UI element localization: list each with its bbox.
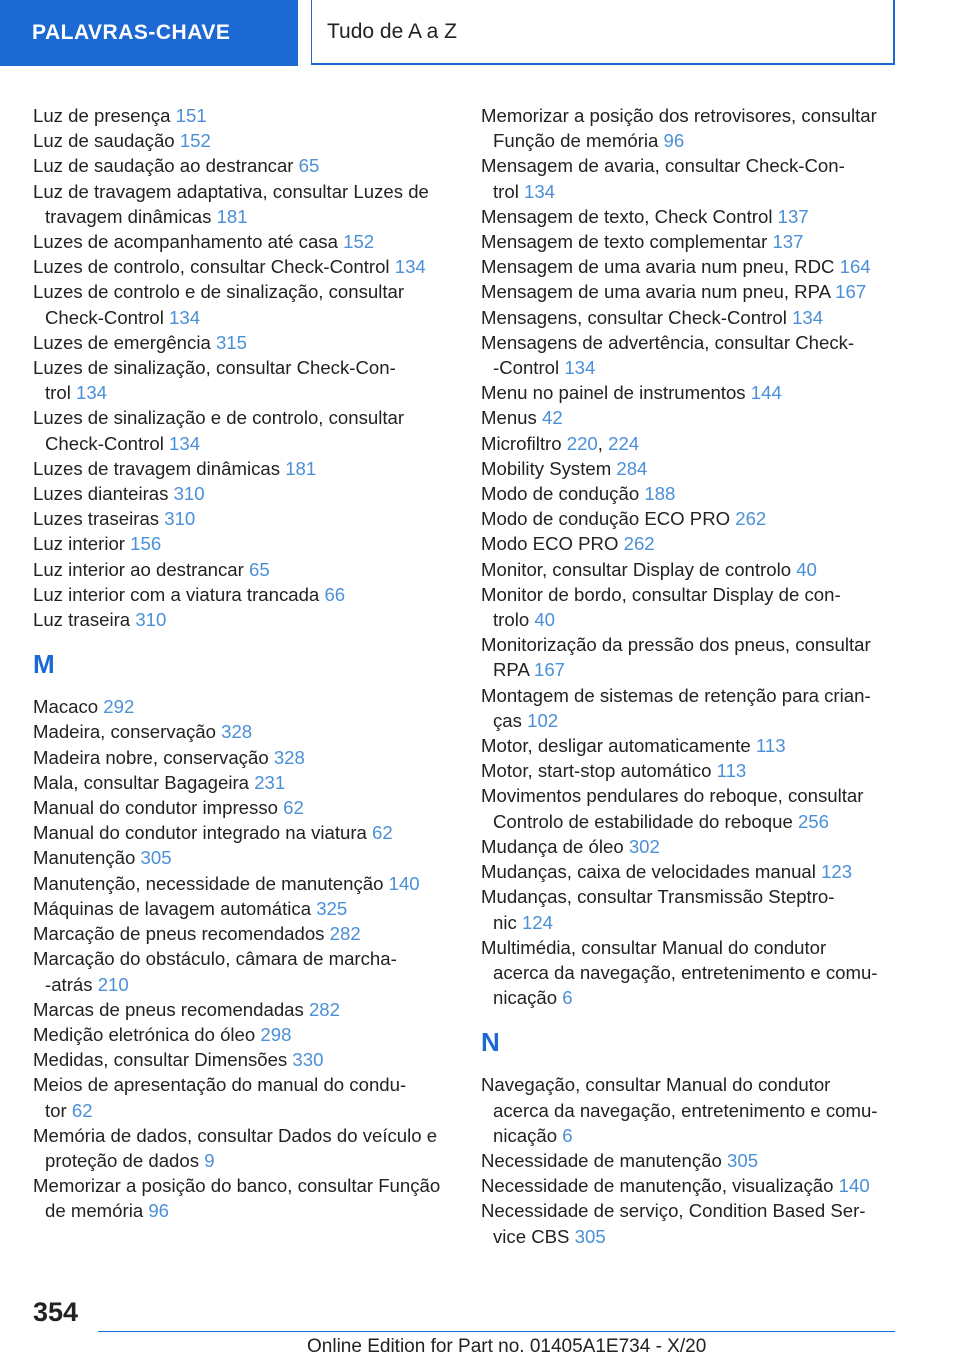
page-reference-link[interactable]: 140 xyxy=(388,872,420,894)
page-reference-link[interactable]: 181 xyxy=(285,457,317,479)
tab-palavras-chave-label: PALAVRAS-CHAVE xyxy=(32,21,231,44)
index-entry xyxy=(33,279,451,329)
index-entry xyxy=(33,531,451,556)
index-entry-text: Necessidade de manutenção, visualização xyxy=(481,1175,839,1197)
page-reference-link[interactable]: 310 xyxy=(164,508,196,530)
index-entry xyxy=(481,153,891,203)
index-entry-text: Necessidade de manutenção xyxy=(481,1149,728,1171)
index-entry-text: Luz interior xyxy=(33,533,131,555)
index-entry xyxy=(481,481,891,506)
index-entry xyxy=(33,896,451,921)
section-letter-heading: M xyxy=(33,649,55,680)
index-entry-text: -Control xyxy=(493,357,565,379)
index-entry-text: Luz interior ao destrancar xyxy=(33,558,250,580)
index-entry xyxy=(33,103,451,128)
index-column-right xyxy=(481,103,891,1249)
page-reference-link[interactable]: 137 xyxy=(772,231,804,253)
index-entry-text: Madeira nobre, conservação xyxy=(33,746,274,768)
section-letter-heading: N xyxy=(481,1027,500,1058)
index-entry-text: Função de memória xyxy=(493,130,664,152)
index-entry xyxy=(33,330,451,355)
page-reference-link[interactable]: 310 xyxy=(135,609,167,631)
index-entry-text: Luz de saudação xyxy=(33,130,180,152)
index-entry-text: Mobility System xyxy=(481,457,617,479)
index-entry-text: Modo de condução xyxy=(481,483,645,505)
page-reference-link[interactable]: 6 xyxy=(562,987,573,1009)
index-entry-text: Manual do condutor impresso xyxy=(33,797,284,819)
page-reference-link[interactable]: 156 xyxy=(130,533,162,555)
page-reference-link[interactable]: 123 xyxy=(821,861,853,883)
index-entry xyxy=(33,719,451,744)
tab-palavras-chave[interactable] xyxy=(0,0,298,66)
index-entry-text: Máquinas de lavagem automática xyxy=(33,897,317,919)
page-reference-link[interactable]: 310 xyxy=(173,483,205,505)
index-entry-text: ças xyxy=(493,709,528,731)
index-entry-text: Mensagens, consultar Check-Control xyxy=(481,306,793,328)
page-reference-link[interactable]: 96 xyxy=(148,1200,170,1222)
index-entry xyxy=(481,834,891,859)
index-entry xyxy=(33,1072,451,1122)
index-entry xyxy=(481,405,891,430)
index-entry xyxy=(33,355,451,405)
index-entry-text: Multimédia, consultar Manual do condutor xyxy=(481,936,827,958)
index-entry xyxy=(33,871,451,896)
index-entry-text: de memória xyxy=(45,1200,149,1222)
index-entry-text: Necessidade de serviço, Condition Based Ser‐ xyxy=(481,1200,866,1222)
page-reference-link[interactable]: 292 xyxy=(103,696,135,718)
index-entry xyxy=(481,582,891,632)
index-entry-text: Luzes de controlo e de sinalização, consultar xyxy=(33,281,405,303)
index-entry-text: Luzes de sinalização e de controlo, consultar xyxy=(33,407,405,429)
index-entry-text: Monitor de bordo, consultar Display de con‐ xyxy=(481,583,841,605)
page-reference-link[interactable]: 305 xyxy=(140,847,172,869)
page-reference-link[interactable]: 137 xyxy=(777,205,809,227)
page-reference-link[interactable]: 102 xyxy=(527,709,559,731)
index-entry-text: Medidas, consultar Dimensões xyxy=(33,1049,293,1071)
index-entry-text: Luzes traseiras xyxy=(33,508,165,530)
index-entry-text: vice CBS xyxy=(493,1225,575,1247)
page-reference-link[interactable]: 134 xyxy=(792,306,824,328)
index-entry xyxy=(33,254,451,279)
page-reference-link[interactable]: 325 xyxy=(316,897,348,919)
index-entry-text: Luz de travagem adaptativa, consultar Luzes de xyxy=(33,180,429,202)
index-entry-text: Mala, consultar Bagageira xyxy=(33,771,255,793)
index-entry-text: trol xyxy=(45,382,76,404)
index-entry xyxy=(481,683,891,733)
index-entry xyxy=(33,557,451,582)
index-entry-text: Montagem de sistemas de retenção para crian‐ xyxy=(481,684,871,706)
index-entry xyxy=(33,921,451,946)
page-reference-link[interactable]: 152 xyxy=(179,130,211,152)
page-reference-link[interactable]: 134 xyxy=(524,180,556,202)
index-entry xyxy=(481,380,891,405)
index-entry xyxy=(481,1148,891,1173)
index-entry xyxy=(33,456,451,481)
page-reference-link[interactable]: 134 xyxy=(169,432,201,454)
page-reference-link[interactable]: 40 xyxy=(796,558,817,580)
index-entry xyxy=(33,229,451,254)
index-entry-text: Luzes de travagem dinâmicas xyxy=(33,457,286,479)
page-reference-link[interactable]: 305 xyxy=(727,1149,759,1171)
index-entry-text: Modo ECO PRO xyxy=(481,533,624,555)
index-entry-text: Manutenção, necessidade de manutenção xyxy=(33,872,389,894)
page-reference-link[interactable]: 210 xyxy=(97,973,129,995)
page-reference-link[interactable]: 40 xyxy=(534,609,556,631)
index-entry-text: Manual do condutor integrado na viatura xyxy=(33,822,373,844)
index-entry xyxy=(481,758,891,783)
index-entry-text: nicação xyxy=(493,1124,563,1146)
page-reference-link[interactable]: 151 xyxy=(175,105,207,126)
page-reference-link[interactable]: 282 xyxy=(329,923,361,945)
index-entry xyxy=(481,279,891,304)
index-entry-text: Luz de saudação ao destrancar xyxy=(33,155,299,177)
index-entry-text: Marcação de pneus recomendados xyxy=(33,923,330,945)
page-reference-link[interactable]: 330 xyxy=(292,1049,324,1071)
index-entry-text: Mensagem de texto, Check Control xyxy=(481,205,778,227)
tab-tudo-de-a-a-z[interactable] xyxy=(311,0,895,65)
page-number: 354 xyxy=(33,1297,79,1327)
page-reference-link[interactable]: 134 xyxy=(169,306,201,328)
page-reference-link[interactable]: 305 xyxy=(574,1225,606,1247)
page-reference-link[interactable]: 152 xyxy=(343,231,375,253)
footer-divider xyxy=(98,1331,895,1332)
page-reference-link[interactable]: 66 xyxy=(324,583,346,605)
page-reference-link[interactable]: 124 xyxy=(521,911,553,933)
index-entry-text: Marcas de pneus recomendadas xyxy=(33,998,309,1020)
page-reference-link[interactable]: 144 xyxy=(750,382,782,404)
page-reference-link[interactable]: 220 xyxy=(566,432,598,454)
page-reference-link[interactable]: 167 xyxy=(534,659,566,681)
index-entry xyxy=(33,481,451,506)
index-entry-text: nic xyxy=(493,911,522,933)
index-entry-text: travagem dinâmicas xyxy=(45,205,217,227)
index-entry xyxy=(481,103,891,153)
page-reference-link[interactable]: 6 xyxy=(562,1124,573,1146)
index-entry xyxy=(481,1198,891,1248)
index-entry-text: Meios de apresentação do manual do condu‐ xyxy=(33,1074,407,1096)
page-reference-link[interactable]: 256 xyxy=(797,810,829,832)
index-entry xyxy=(33,694,451,719)
index-entry-text: Luzes de acompanhamento até casa xyxy=(33,231,344,253)
index-entry xyxy=(33,153,451,178)
index-entry-text: Menu no painel de instrumentos xyxy=(481,382,751,404)
index-entry-text: Mensagem de avaria, consultar Check-Con‐ xyxy=(481,155,845,177)
index-entry xyxy=(33,128,451,153)
page-reference-link[interactable]: 262 xyxy=(735,508,767,530)
index-entry-text: Luzes dianteiras xyxy=(33,483,174,505)
index-entry xyxy=(481,632,891,682)
page-reference-link[interactable]: 262 xyxy=(623,533,655,555)
index-entry-text: Menus xyxy=(481,407,542,429)
page-reference-link[interactable]: 42 xyxy=(541,407,563,429)
index-entry-text: -atrás xyxy=(45,973,98,995)
page-reference-link[interactable]: 181 xyxy=(216,205,248,227)
page-reference-link[interactable]: 134 xyxy=(76,382,108,404)
index-entry-text: tor xyxy=(45,1099,72,1121)
page-reference-link[interactable]: 96 xyxy=(663,130,685,152)
index-entry xyxy=(33,582,451,607)
index-entry xyxy=(481,204,891,229)
index-entry-text: Monitorização da pressão dos pneus, consultar xyxy=(481,634,871,656)
index-entry xyxy=(33,179,451,229)
index-entry-text: Luz interior com a viatura trancada xyxy=(33,583,325,605)
index-entry-text: Luz traseira xyxy=(33,609,136,631)
index-entry-text: Manutenção xyxy=(33,847,141,869)
index-entry xyxy=(481,935,891,1011)
page-reference-link[interactable]: 284 xyxy=(616,457,648,479)
page-reference-link[interactable]: 134 xyxy=(564,357,596,379)
index-entry-text: Macaco xyxy=(33,696,104,718)
page-reference-link[interactable]: 113 xyxy=(716,760,747,782)
index-entry-text: Mudanças, consultar Transmissão Steptro‐ xyxy=(481,886,835,908)
index-entry xyxy=(33,770,451,795)
page-reference-link[interactable]: 164 xyxy=(839,256,871,278)
index-entry xyxy=(481,1072,891,1148)
index-entry-text: Microfiltro xyxy=(481,432,567,454)
index-entry xyxy=(33,1022,451,1047)
index-entry-text: Motor, start-stop automático xyxy=(481,760,717,782)
index-entry xyxy=(33,1047,451,1072)
index-entry xyxy=(33,946,451,996)
index-entry-text: nicação xyxy=(493,987,563,1009)
reference-separator: , xyxy=(597,432,609,454)
page-reference-link[interactable]: 188 xyxy=(644,483,676,505)
page-reference-link[interactable]: 65 xyxy=(298,155,320,177)
page-reference-link[interactable]: 302 xyxy=(628,835,660,857)
index-entry xyxy=(481,859,891,884)
index-entry xyxy=(481,305,891,330)
index-entry-text: Movimentos pendulares do reboque, consultar xyxy=(481,785,864,807)
index-entry xyxy=(33,997,451,1022)
page-reference-link[interactable]: 62 xyxy=(372,822,393,844)
index-entry-text: Luzes de controlo, consultar Check-Control xyxy=(33,256,395,278)
tab-tudo-de-a-a-z-label: Tudo de A a Z xyxy=(327,19,457,43)
index-entry xyxy=(481,330,891,380)
index-entry-text: acerca da navegação, entretenimento e comu‐ xyxy=(493,961,878,983)
index-entry-text: Monitor, consultar Display de controlo xyxy=(481,558,797,580)
index-entry-text: Mensagens de advertência, consultar Check‐ xyxy=(481,331,855,353)
page-reference-link[interactable]: 231 xyxy=(254,771,286,793)
index-entry-text: Check-Control xyxy=(45,432,170,454)
index-entry xyxy=(481,884,891,934)
index-entry xyxy=(33,820,451,845)
index-entry-text: Memorizar a posição do banco, consultar Função xyxy=(33,1175,441,1197)
page-reference-link[interactable]: 65 xyxy=(249,558,270,580)
index-entry-text: Mensagem de texto complementar xyxy=(481,231,773,253)
index-entry-text: Memória de dados, consultar Dados do veículo e xyxy=(33,1124,438,1146)
page-reference-link[interactable]: 167 xyxy=(835,281,867,303)
page-reference-link[interactable]: 282 xyxy=(308,998,340,1020)
footer-edition-text: Online Edition for Part no. 01405A1E734 - X/20 xyxy=(307,1336,707,1357)
index-entry-text: proteção de dados xyxy=(45,1149,205,1171)
index-entry xyxy=(33,745,451,770)
index-entry-text: Controlo de estabilidade do reboque xyxy=(493,810,798,832)
index-entry xyxy=(33,405,451,455)
page-reference-link[interactable]: 62 xyxy=(71,1099,93,1121)
index-entry xyxy=(481,229,891,254)
index-entry-text: Memorizar a posição dos retrovisores, consultar xyxy=(481,105,877,126)
index-entry-text: Mensagem de uma avaria num pneu, RPA xyxy=(481,281,836,303)
index-entry-text: trolo xyxy=(493,609,535,631)
index-entry xyxy=(481,783,891,833)
index-entry xyxy=(33,1123,451,1173)
index-entry-text: Mensagem de uma avaria num pneu, RDC xyxy=(481,256,840,278)
page-reference-link[interactable]: 9 xyxy=(204,1149,215,1171)
index-entry-text: Navegação, consultar Manual do condutor xyxy=(481,1074,831,1096)
index-entry-text: Marcação do obstáculo, câmara de marcha‐ xyxy=(33,948,397,970)
index-entry-text: Mudança de óleo xyxy=(481,835,629,857)
index-entry xyxy=(33,506,451,531)
index-entry xyxy=(481,531,891,556)
page-reference-link[interactable]: 224 xyxy=(608,432,640,454)
index-entry xyxy=(33,845,451,870)
index-entry xyxy=(33,607,451,632)
page-reference-link[interactable]: 134 xyxy=(394,256,426,278)
index-entry xyxy=(481,456,891,481)
index-entry xyxy=(481,557,891,582)
page-reference-link[interactable]: 328 xyxy=(273,746,305,768)
index-entry xyxy=(481,1173,891,1198)
index-entry-text: Check-Control xyxy=(45,306,170,328)
page-reference-link[interactable]: 62 xyxy=(283,797,304,819)
index-entry-text: Luz de presença xyxy=(33,105,176,126)
index-entry xyxy=(33,795,451,820)
index-entry xyxy=(481,733,891,758)
index-entry-text: trol xyxy=(493,180,524,202)
index-entry-text: Mudanças, caixa de velocidades manual xyxy=(481,861,822,883)
index-entry-text: acerca da navegação, entretenimento e comu‐ xyxy=(493,1099,878,1121)
page-reference-link[interactable]: 113 xyxy=(755,735,786,757)
index-entry-text: Medição eletrónica do óleo xyxy=(33,1023,261,1045)
index-entry xyxy=(481,506,891,531)
page-reference-link[interactable]: 328 xyxy=(221,721,253,743)
index-entry-text: RPA xyxy=(493,659,534,681)
index-entry-text: Motor, desligar automaticamente xyxy=(481,735,756,757)
index-column-left xyxy=(33,103,451,1224)
index-entry xyxy=(481,254,891,279)
index-entry-text: Luzes de sinalização, consultar Check-Con‐ xyxy=(33,357,396,379)
index-entry xyxy=(481,431,891,456)
index-entry-text: Luzes de emergência xyxy=(33,331,216,353)
index-entry-text: Madeira, conservação xyxy=(33,721,222,743)
index-entry xyxy=(33,1173,451,1223)
page-reference-link[interactable]: 315 xyxy=(215,331,247,353)
index-entry-text: Modo de condução ECO PRO xyxy=(481,508,736,530)
page-reference-link[interactable]: 298 xyxy=(260,1023,292,1045)
page-reference-link[interactable]: 140 xyxy=(838,1175,870,1197)
